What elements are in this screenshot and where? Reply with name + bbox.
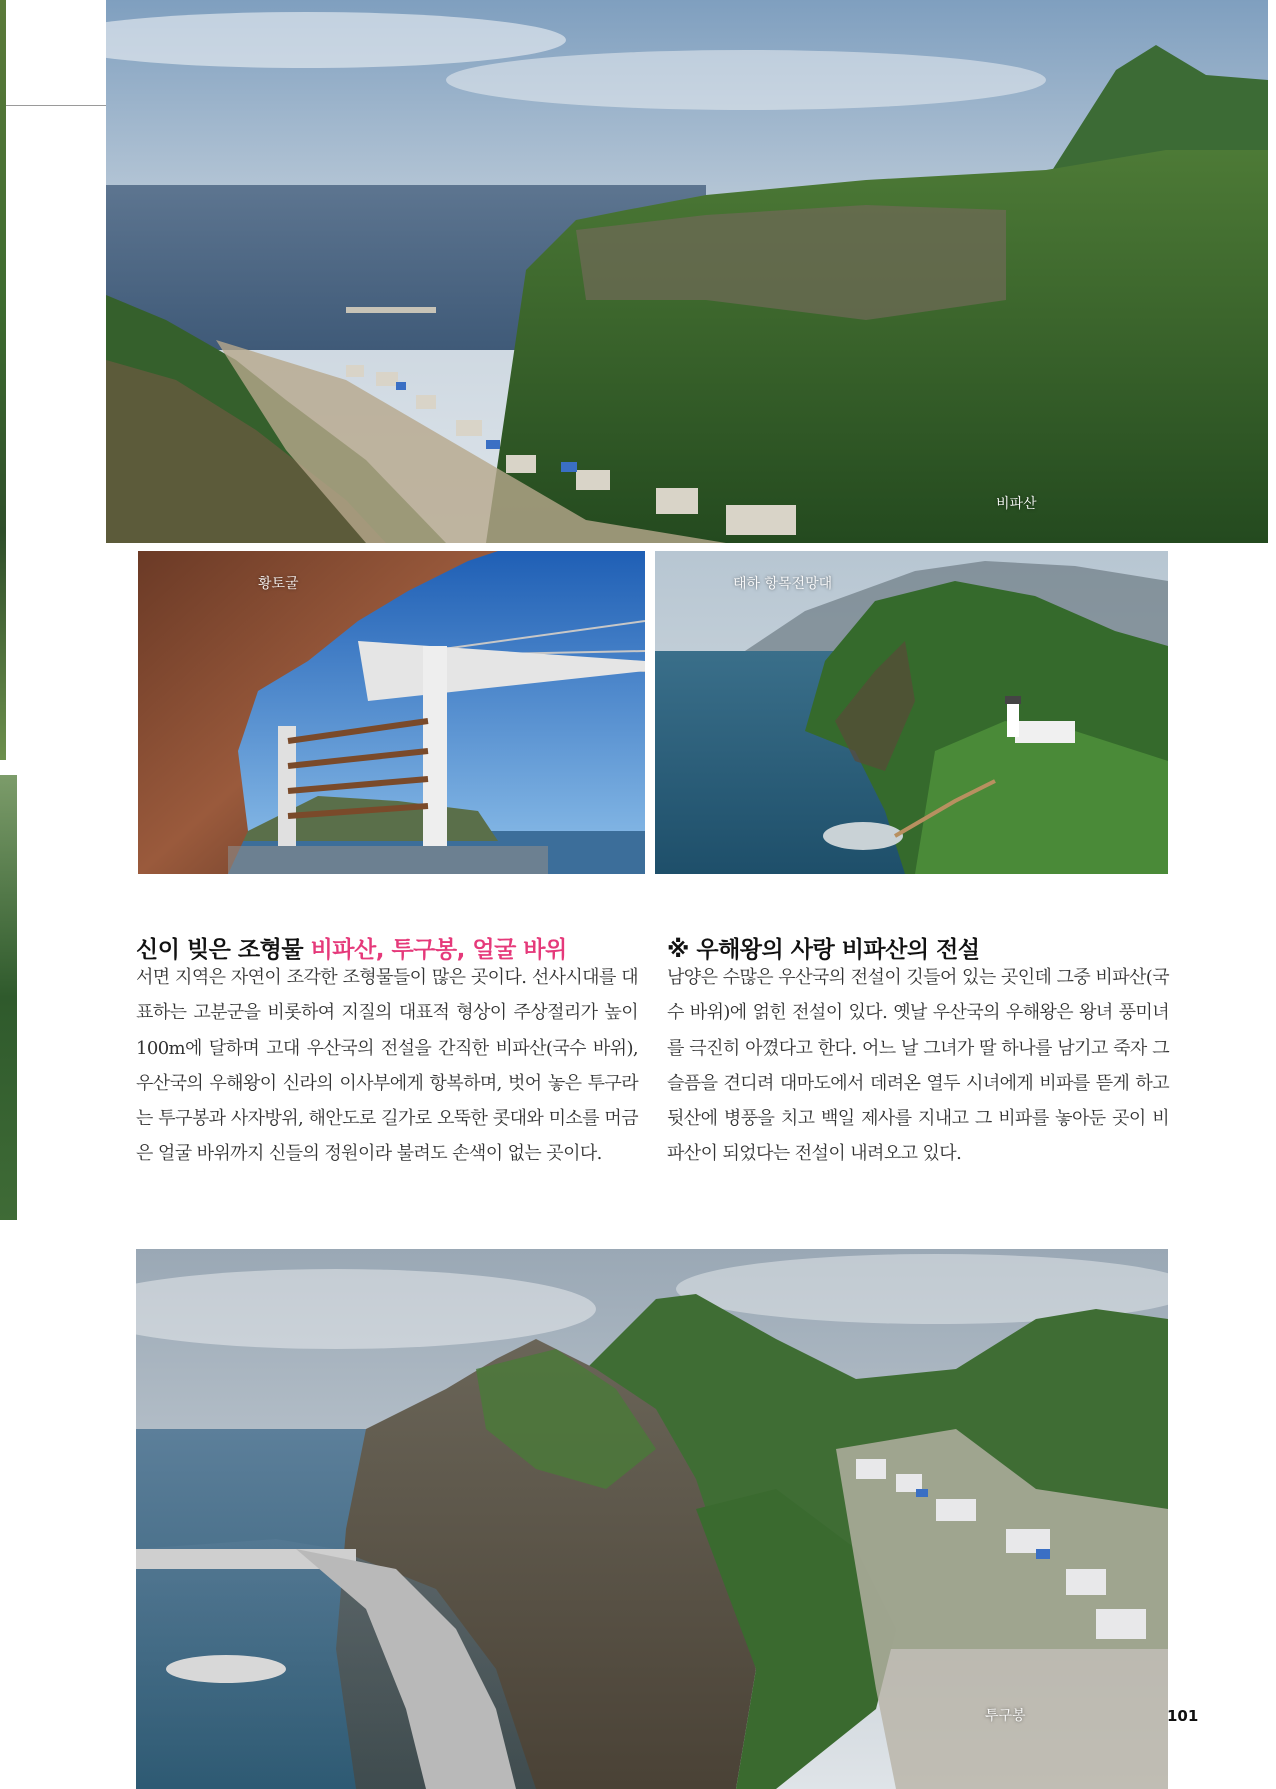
- mid-left-photo: [138, 551, 645, 874]
- article-right-title: ※ 우해왕의 사랑 비파산의 전설: [667, 937, 980, 963]
- article-left-body: 서면 지역은 자연이 조각한 조형물들이 많은 곳이다. 선사시대를 대표하는 고분군을 비롯하여 지질의 대표적 형상이 주상절리가 높이 100m에 달하며 고대 우산국의 전설을 간직한 비파산(국수 바위), 우산국의 우해왕이 신라의 이사부에게 항복하며, 벗어 놓은 투구라는 투구봉과 사자방위, 해안도로 길가로 오뚝한 콧대와 미소를 머금은 얼굴 바위까지 신들의 정원이라 불려도 손색이 없는 곳이다.: [136, 967, 638, 1165]
- facing-page-strip-lower: [0, 775, 17, 1220]
- top-photo: [106, 0, 1268, 543]
- top-rule: [6, 105, 106, 106]
- caption-mid-left: 황토굴: [258, 576, 299, 592]
- article-right-body: 남양은 수많은 우산국의 전설이 깃들어 있는 곳인데 그중 비파산(국수 바위)에 얽힌 전설이 있다. 옛날 우산국의 우해왕은 왕녀 풍미녀를 극진히 아꼈다고 한다. 어느 날 그녀가 딸 하나를 남기고 죽자 그 슬픔을 견디려 대마도에서 데려온 열두 시녀에게 비파를 뜯게 하고 뒷산에 병풍을 치고 백일 제사를 지내고 그 비파를 놓아둔 곳이 비파산이 되었다는 전설이 내려오고 있다.: [667, 967, 1169, 1165]
- caption-bottom: 투구봉: [985, 1708, 1026, 1724]
- page-number: 101: [1167, 1707, 1199, 1725]
- caption-top: 비파산: [996, 496, 1037, 512]
- article-left-title-accent: 비파산, 투구봉, 얼굴 바위: [310, 937, 567, 963]
- article-left-title-plain: 신이 빚은 조형물: [136, 937, 311, 963]
- mid-right-photo: [655, 551, 1168, 874]
- caption-mid-right: 태하 항목전망대: [733, 576, 833, 592]
- facing-page-strip-upper: [0, 0, 6, 760]
